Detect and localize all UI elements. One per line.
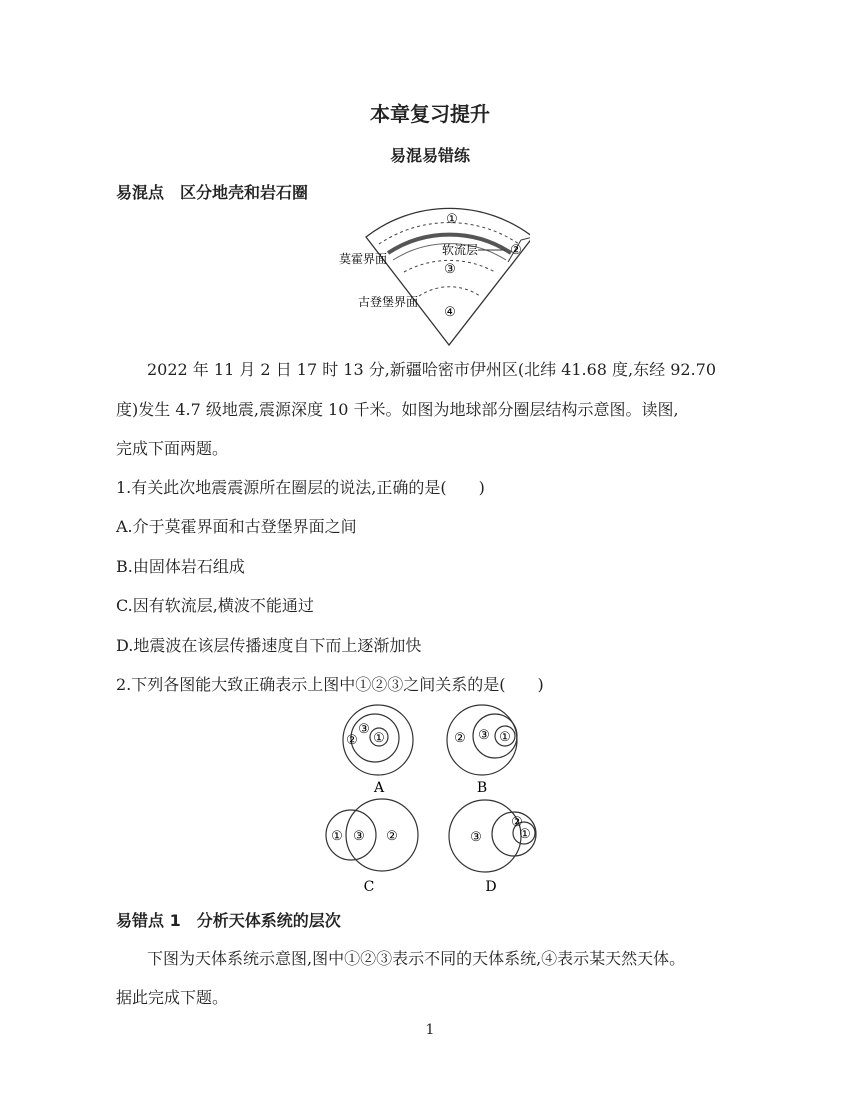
diagram-d [449, 800, 536, 895]
diagram-b-label: B [476, 780, 488, 796]
label-asthenosphere: 软流层 [441, 243, 478, 257]
diagram-a-3: ③ [358, 722, 370, 737]
question-1-option-a: A.介于莫霍界面和古登堡界面之间 [116, 517, 357, 536]
diagram-b-3: ③ [478, 728, 490, 743]
diagram-d-3: ③ [470, 830, 482, 845]
question-1-option-c: C.因有软流层,横波不能通过 [116, 596, 314, 615]
question-1-stem: 1.有关此次地震震源所在圈层的说法,正确的是( ) [116, 478, 485, 497]
diagram-c-label: C [363, 879, 375, 895]
diagram-a-2: ② [346, 733, 358, 748]
section-heading-1: 易混点 区分地壳和岩石圈 [116, 183, 309, 202]
diagram-b-1: ① [499, 730, 511, 745]
diagram-b-2: ② [454, 731, 466, 746]
diagram-d-1: ① [519, 827, 531, 842]
chapter-title: 本章复习提升 [370, 102, 490, 126]
intro-line-2: 度)发生 4.7 级地震,震源深度 10 千米。如图为地球部分圈层结构示意图。读图, [116, 400, 679, 419]
label-moho: 莫霍界面 [338, 252, 387, 266]
diagram-c [326, 799, 418, 895]
circle-diagrams-figure [320, 700, 550, 900]
intro-line-3: 完成下面两题。 [116, 439, 229, 458]
section2-intro-line-2: 据此完成下题。 [116, 988, 229, 1007]
label-3: ③ [444, 262, 456, 277]
page-number: 1 [425, 1022, 435, 1038]
label-gutenberg: 古登堡界面 [357, 295, 418, 309]
label-4: ④ [444, 305, 456, 320]
section2-intro-line-1: 下图为天体系统示意图,图中①②③表示不同的天体系统,④表示某天然天体。 [147, 949, 686, 968]
diagram-c-1: ① [331, 829, 343, 844]
intro-line-1: 2022 年 11 月 2 日 17 时 13 分,新疆哈密市伊州区(北纬 41.68 度,东经 92.70 [147, 360, 717, 379]
question-1-option-b: B.由固体岩石组成 [116, 557, 245, 576]
diagram-d-2: ② [511, 815, 523, 830]
section-subtitle: 易混易错练 [389, 146, 470, 165]
diagram-a-1: ① [373, 731, 385, 746]
diagram-b [447, 705, 517, 796]
question-1-option-d: D.地震波在该层传播速度自下而上逐渐加快 [116, 636, 422, 655]
diagram-d-label: D [485, 879, 497, 895]
label-2: ② [510, 243, 522, 258]
earth-layers-figure [330, 205, 530, 350]
section-heading-2: 易错点 1 分析天体系统的层次 [116, 911, 341, 930]
diagram-c-2: ② [386, 829, 398, 844]
diagram-a-label: A [373, 780, 385, 796]
label-1: ① [446, 212, 458, 227]
gutenberg-dashed-line [419, 287, 480, 296]
question-2-stem: 2.下列各图能大致正确表示上图中①②③之间关系的是( ) [116, 675, 544, 694]
diagram-c-3: ③ [353, 829, 365, 844]
diagram-a [343, 705, 413, 796]
